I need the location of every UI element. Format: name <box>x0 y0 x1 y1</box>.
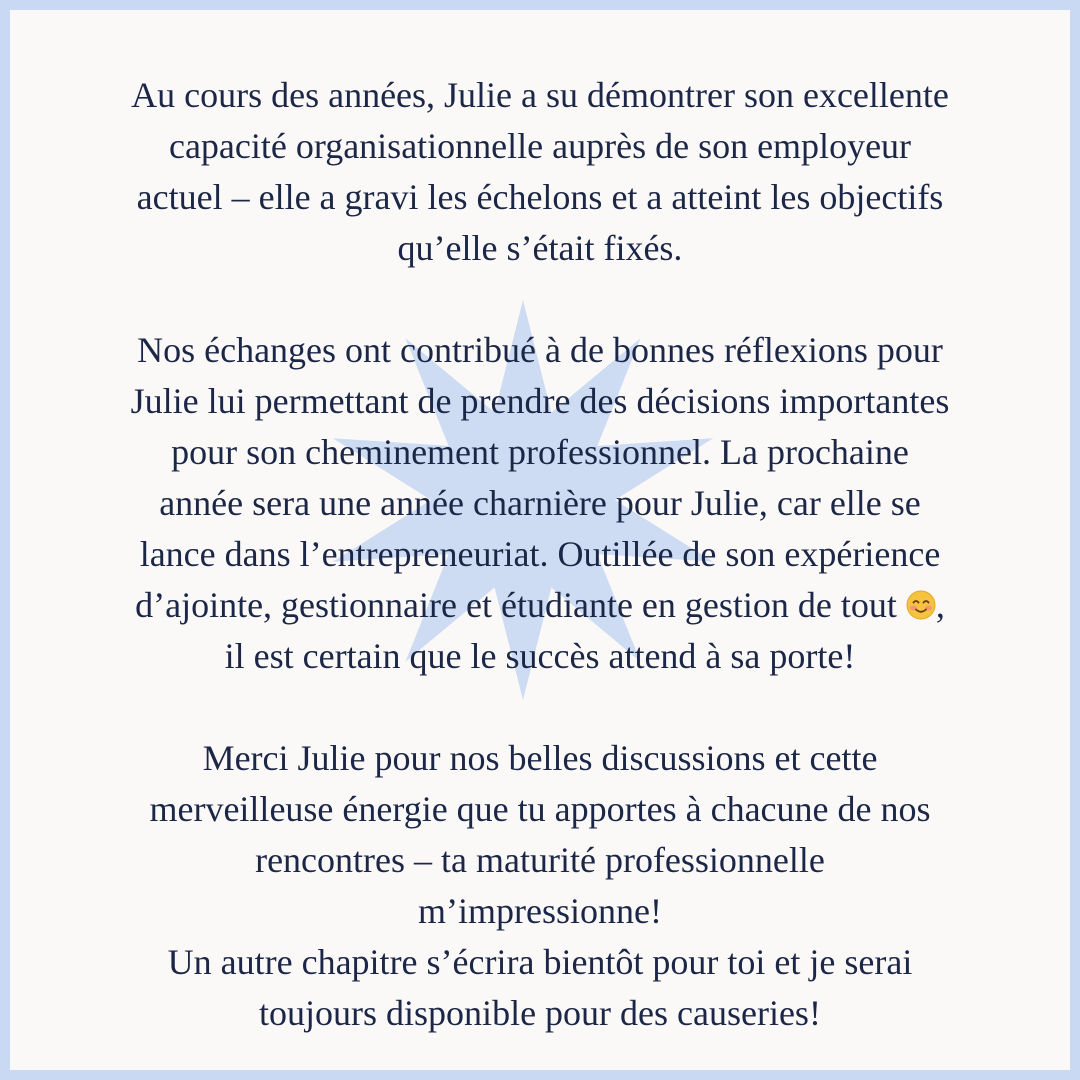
text-line-with-emoji <box>10 580 1070 631</box>
smiling-face-icon <box>906 590 936 620</box>
text-line: actuel – elle a gravi les échelons et a atteint les objectifs <box>136 177 944 217</box>
text-line: Au cours des années, Julie a su démontrer son excellente <box>131 75 949 115</box>
testimonial-text <box>10 70 1070 1039</box>
paragraph-3 <box>10 733 1070 1039</box>
text-segment: d’ajointe, gestionnaire et étudiante en gestion de tout <box>135 585 906 625</box>
text-line: année sera une année charnière pour Julie, car elle se <box>159 483 921 523</box>
text-line: Un autre chapitre s’écrira bientôt pour toi et je serai <box>167 942 913 982</box>
text-line: Julie lui permettant de prendre des décisions importantes <box>130 381 950 421</box>
text-line: qu’elle s’était fixés. <box>397 228 683 268</box>
text-line: rencontres – ta maturité professionnelle <box>255 840 825 880</box>
text-line: il est certain que le succès attend à sa porte! <box>224 636 856 676</box>
text-line: pour son cheminement professionnel. La prochaine <box>171 432 909 472</box>
text-line: Merci Julie pour nos belles discussions et cette <box>202 738 878 778</box>
text-segment: , <box>935 585 945 625</box>
text-line: merveilleuse énergie que tu apportes à chacune de nos <box>149 789 931 829</box>
paragraph-1 <box>10 70 1070 274</box>
text-line: m’impressionne! <box>418 891 662 931</box>
text-line: capacité organisationnelle auprès de son employeur <box>168 126 912 166</box>
text-line: toujours disponible pour des causeries! <box>259 993 821 1033</box>
text-line: lance dans l’entrepreneuriat. Outillée de son expérience <box>139 534 941 574</box>
text-line: Nos échanges ont contribué à de bonnes réflexions pour <box>137 330 943 370</box>
paragraph-2 <box>10 325 1070 682</box>
